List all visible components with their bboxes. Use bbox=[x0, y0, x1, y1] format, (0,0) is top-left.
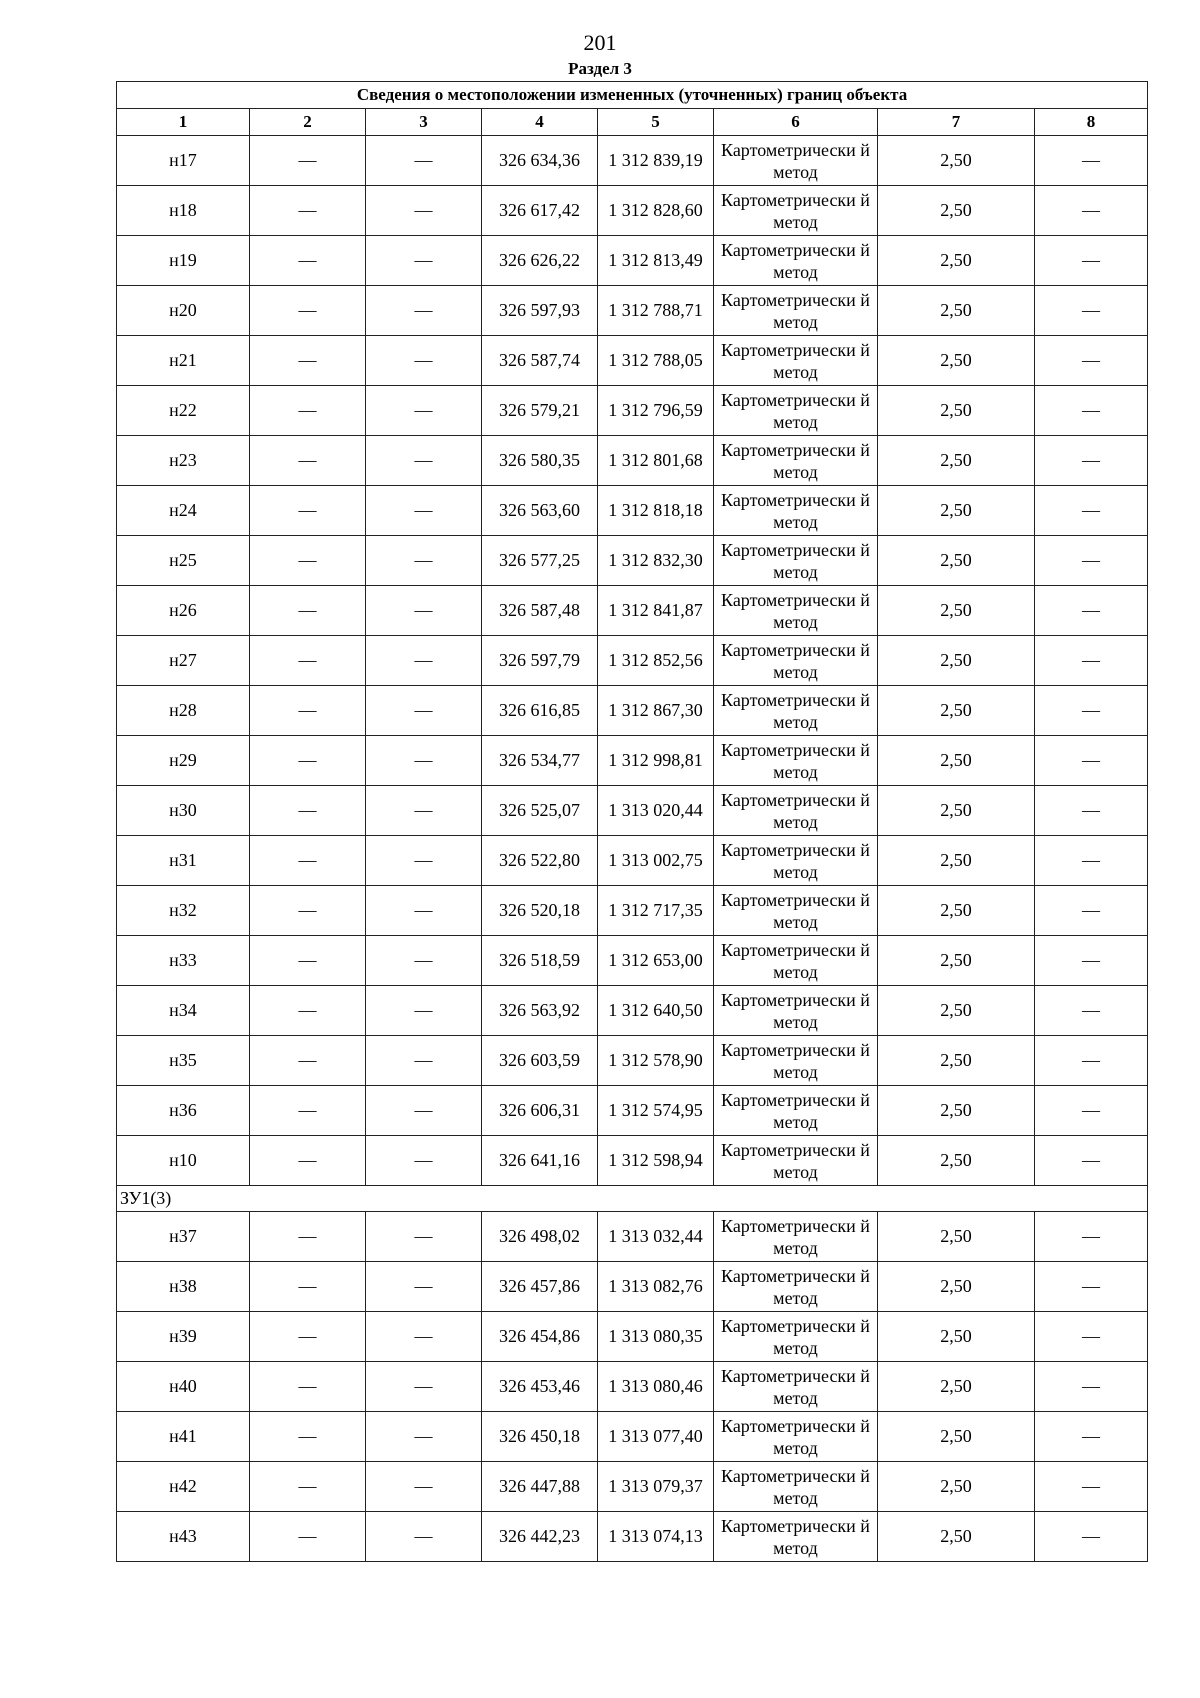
column-8-cell: — bbox=[1035, 736, 1148, 786]
point-cell: н39 bbox=[117, 1312, 250, 1362]
column-2-cell: — bbox=[250, 536, 366, 586]
column-8-cell: — bbox=[1035, 786, 1148, 836]
column-2-cell: — bbox=[250, 1512, 366, 1562]
accuracy-cell: 2,50 bbox=[878, 1212, 1035, 1262]
x-coordinate-cell: 326 580,35 bbox=[482, 436, 598, 486]
column-3-cell: — bbox=[366, 936, 482, 986]
method-cell: Картометрически й метод bbox=[714, 786, 878, 836]
point-cell: н41 bbox=[117, 1412, 250, 1462]
method-cell: Картометрически й метод bbox=[714, 336, 878, 386]
method-cell: Картометрически й метод bbox=[714, 286, 878, 336]
point-cell: н31 bbox=[117, 836, 250, 886]
y-coordinate-cell: 1 312 828,60 bbox=[598, 186, 714, 236]
x-coordinate-cell: 326 626,22 bbox=[482, 236, 598, 286]
method-cell: Картометрически й метод bbox=[714, 136, 878, 186]
y-coordinate-cell: 1 312 867,30 bbox=[598, 686, 714, 736]
method-cell: Картометрически й метод bbox=[714, 1036, 878, 1086]
method-cell: Картометрически й метод bbox=[714, 936, 878, 986]
x-coordinate-cell: 326 616,85 bbox=[482, 686, 598, 736]
column-3-cell: — bbox=[366, 686, 482, 736]
accuracy-cell: 2,50 bbox=[878, 336, 1035, 386]
table-row bbox=[117, 686, 1148, 736]
column-8-cell: — bbox=[1035, 386, 1148, 436]
point-cell: н34 bbox=[117, 986, 250, 1036]
column-2-cell: — bbox=[250, 136, 366, 186]
column-header: 3 bbox=[366, 109, 482, 136]
point-cell: н33 bbox=[117, 936, 250, 986]
method-cell: Картометрически й метод bbox=[714, 836, 878, 886]
column-8-cell: — bbox=[1035, 1262, 1148, 1312]
point-cell: н18 bbox=[117, 186, 250, 236]
column-header: 1 bbox=[117, 109, 250, 136]
table-caption-row bbox=[117, 82, 1148, 109]
method-cell: Картометрически й метод bbox=[714, 1362, 878, 1412]
y-coordinate-cell: 1 313 080,35 bbox=[598, 1312, 714, 1362]
x-coordinate-cell: 326 603,59 bbox=[482, 1036, 598, 1086]
column-header-row bbox=[117, 109, 1148, 136]
column-2-cell: — bbox=[250, 1212, 366, 1262]
coordinates-table bbox=[116, 81, 1148, 1562]
accuracy-cell: 2,50 bbox=[878, 636, 1035, 686]
table-caption: Сведения о местоположении измененных (уточненных) границ объекта bbox=[117, 82, 1148, 109]
x-coordinate-cell: 326 534,77 bbox=[482, 736, 598, 786]
column-3-cell: — bbox=[366, 486, 482, 536]
x-coordinate-cell: 326 597,79 bbox=[482, 636, 598, 686]
accuracy-cell: 2,50 bbox=[878, 686, 1035, 736]
accuracy-cell: 2,50 bbox=[878, 1362, 1035, 1412]
method-cell: Картометрически й метод bbox=[714, 686, 878, 736]
accuracy-cell: 2,50 bbox=[878, 286, 1035, 336]
column-2-cell: — bbox=[250, 1086, 366, 1136]
y-coordinate-cell: 1 312 841,87 bbox=[598, 586, 714, 636]
table-row bbox=[117, 1412, 1148, 1462]
column-8-cell: — bbox=[1035, 836, 1148, 886]
x-coordinate-cell: 326 454,86 bbox=[482, 1312, 598, 1362]
y-coordinate-cell: 1 313 079,37 bbox=[598, 1462, 714, 1512]
column-8-cell: — bbox=[1035, 586, 1148, 636]
point-cell: н24 bbox=[117, 486, 250, 536]
method-cell: Картометрически й метод bbox=[714, 1412, 878, 1462]
point-cell: н10 bbox=[117, 1136, 250, 1186]
x-coordinate-cell: 326 450,18 bbox=[482, 1412, 598, 1462]
x-coordinate-cell: 326 522,80 bbox=[482, 836, 598, 886]
column-3-cell: — bbox=[366, 536, 482, 586]
x-coordinate-cell: 326 498,02 bbox=[482, 1212, 598, 1262]
method-cell: Картометрически й метод bbox=[714, 1462, 878, 1512]
y-coordinate-cell: 1 313 074,13 bbox=[598, 1512, 714, 1562]
column-2-cell: — bbox=[250, 236, 366, 286]
point-cell: н29 bbox=[117, 736, 250, 786]
y-coordinate-cell: 1 312 998,81 bbox=[598, 736, 714, 786]
point-cell: н26 bbox=[117, 586, 250, 636]
accuracy-cell: 2,50 bbox=[878, 1462, 1035, 1512]
method-cell: Картометрически й метод bbox=[714, 586, 878, 636]
column-3-cell: — bbox=[366, 636, 482, 686]
point-cell: н23 bbox=[117, 436, 250, 486]
x-coordinate-cell: 326 518,59 bbox=[482, 936, 598, 986]
table-row bbox=[117, 1462, 1148, 1512]
column-8-cell: — bbox=[1035, 286, 1148, 336]
x-coordinate-cell: 326 587,74 bbox=[482, 336, 598, 386]
column-2-cell: — bbox=[250, 636, 366, 686]
x-coordinate-cell: 326 563,60 bbox=[482, 486, 598, 536]
point-cell: н21 bbox=[117, 336, 250, 386]
point-cell: н35 bbox=[117, 1036, 250, 1086]
column-2-cell: — bbox=[250, 1036, 366, 1086]
column-8-cell: — bbox=[1035, 936, 1148, 986]
method-cell: Картометрически й метод bbox=[714, 1212, 878, 1262]
method-cell: Картометрически й метод bbox=[714, 1262, 878, 1312]
x-coordinate-cell: 326 525,07 bbox=[482, 786, 598, 836]
y-coordinate-cell: 1 313 082,76 bbox=[598, 1262, 714, 1312]
column-2-cell: — bbox=[250, 936, 366, 986]
table-row bbox=[117, 886, 1148, 936]
page-number: 201 bbox=[583, 30, 617, 55]
table-row bbox=[117, 836, 1148, 886]
accuracy-cell: 2,50 bbox=[878, 936, 1035, 986]
column-2-cell: — bbox=[250, 1262, 366, 1312]
column-8-cell: — bbox=[1035, 536, 1148, 586]
column-3-cell: — bbox=[366, 1412, 482, 1462]
accuracy-cell: 2,50 bbox=[878, 836, 1035, 886]
column-2-cell: — bbox=[250, 736, 366, 786]
x-coordinate-cell: 326 606,31 bbox=[482, 1086, 598, 1136]
method-cell: Картометрически й метод bbox=[714, 436, 878, 486]
section-title: Раздел 3 bbox=[568, 59, 632, 78]
column-8-cell: — bbox=[1035, 236, 1148, 286]
x-coordinate-cell: 326 457,86 bbox=[482, 1262, 598, 1312]
table-row bbox=[117, 536, 1148, 586]
table-row bbox=[117, 1136, 1148, 1186]
column-header: 7 bbox=[878, 109, 1035, 136]
x-coordinate-cell: 326 520,18 bbox=[482, 886, 598, 936]
table-row bbox=[117, 936, 1148, 986]
column-2-cell: — bbox=[250, 1312, 366, 1362]
column-3-cell: — bbox=[366, 1462, 482, 1512]
method-cell: Картометрически й метод bbox=[714, 1086, 878, 1136]
table-row bbox=[117, 1086, 1148, 1136]
column-8-cell: — bbox=[1035, 1212, 1148, 1262]
table-row bbox=[117, 586, 1148, 636]
y-coordinate-cell: 1 312 852,56 bbox=[598, 636, 714, 686]
point-cell: н27 bbox=[117, 636, 250, 686]
x-coordinate-cell: 326 577,25 bbox=[482, 536, 598, 586]
accuracy-cell: 2,50 bbox=[878, 236, 1035, 286]
method-cell: Картометрически й метод bbox=[714, 186, 878, 236]
column-3-cell: — bbox=[366, 1312, 482, 1362]
group-row bbox=[117, 1186, 1148, 1212]
method-cell: Картометрически й метод bbox=[714, 1312, 878, 1362]
column-8-cell: — bbox=[1035, 436, 1148, 486]
point-cell: н28 bbox=[117, 686, 250, 736]
column-header: 5 bbox=[598, 109, 714, 136]
column-8-cell: — bbox=[1035, 686, 1148, 736]
column-3-cell: — bbox=[366, 886, 482, 936]
y-coordinate-cell: 1 312 832,30 bbox=[598, 536, 714, 586]
column-2-cell: — bbox=[250, 186, 366, 236]
accuracy-cell: 2,50 bbox=[878, 536, 1035, 586]
column-2-cell: — bbox=[250, 986, 366, 1036]
column-2-cell: — bbox=[250, 336, 366, 386]
group-label: ЗУ1(3) bbox=[117, 1186, 1148, 1212]
method-cell: Картометрически й метод bbox=[714, 486, 878, 536]
column-3-cell: — bbox=[366, 1136, 482, 1186]
method-cell: Картометрически й метод bbox=[714, 1512, 878, 1562]
point-cell: н43 bbox=[117, 1512, 250, 1562]
accuracy-cell: 2,50 bbox=[878, 786, 1035, 836]
point-cell: н32 bbox=[117, 886, 250, 936]
table-row bbox=[117, 386, 1148, 436]
column-3-cell: — bbox=[366, 586, 482, 636]
accuracy-cell: 2,50 bbox=[878, 886, 1035, 936]
table-row bbox=[117, 1212, 1148, 1262]
y-coordinate-cell: 1 312 640,50 bbox=[598, 986, 714, 1036]
accuracy-cell: 2,50 bbox=[878, 1136, 1035, 1186]
column-2-cell: — bbox=[250, 786, 366, 836]
point-cell: н37 bbox=[117, 1212, 250, 1262]
column-2-cell: — bbox=[250, 386, 366, 436]
column-header: 2 bbox=[250, 109, 366, 136]
column-8-cell: — bbox=[1035, 486, 1148, 536]
accuracy-cell: 2,50 bbox=[878, 186, 1035, 236]
point-cell: н22 bbox=[117, 386, 250, 436]
table-row bbox=[117, 136, 1148, 186]
y-coordinate-cell: 1 312 818,18 bbox=[598, 486, 714, 536]
column-2-cell: — bbox=[250, 436, 366, 486]
accuracy-cell: 2,50 bbox=[878, 1086, 1035, 1136]
column-8-cell: — bbox=[1035, 986, 1148, 1036]
x-coordinate-cell: 326 617,42 bbox=[482, 186, 598, 236]
column-8-cell: — bbox=[1035, 336, 1148, 386]
y-coordinate-cell: 1 313 080,46 bbox=[598, 1362, 714, 1412]
method-cell: Картометрически й метод bbox=[714, 636, 878, 686]
column-3-cell: — bbox=[366, 1036, 482, 1086]
column-header: 6 bbox=[714, 109, 878, 136]
method-cell: Картометрически й метод bbox=[714, 886, 878, 936]
accuracy-cell: 2,50 bbox=[878, 986, 1035, 1036]
point-cell: н36 bbox=[117, 1086, 250, 1136]
table-row bbox=[117, 486, 1148, 536]
x-coordinate-cell: 326 447,88 bbox=[482, 1462, 598, 1512]
column-3-cell: — bbox=[366, 336, 482, 386]
column-8-cell: — bbox=[1035, 1412, 1148, 1462]
method-cell: Картометрически й метод bbox=[714, 986, 878, 1036]
column-8-cell: — bbox=[1035, 636, 1148, 686]
column-8-cell: — bbox=[1035, 1136, 1148, 1186]
column-2-cell: — bbox=[250, 486, 366, 536]
accuracy-cell: 2,50 bbox=[878, 1036, 1035, 1086]
table-row bbox=[117, 636, 1148, 686]
table-row bbox=[117, 1262, 1148, 1312]
method-cell: Картометрически й метод bbox=[714, 236, 878, 286]
y-coordinate-cell: 1 312 801,68 bbox=[598, 436, 714, 486]
table-row bbox=[117, 286, 1148, 336]
y-coordinate-cell: 1 313 032,44 bbox=[598, 1212, 714, 1262]
column-2-cell: — bbox=[250, 1136, 366, 1186]
column-3-cell: — bbox=[366, 286, 482, 336]
x-coordinate-cell: 326 641,16 bbox=[482, 1136, 598, 1186]
table-row bbox=[117, 1512, 1148, 1562]
point-cell: н20 bbox=[117, 286, 250, 336]
column-3-cell: — bbox=[366, 1086, 482, 1136]
column-3-cell: — bbox=[366, 136, 482, 186]
column-3-cell: — bbox=[366, 1512, 482, 1562]
table-row bbox=[117, 1312, 1148, 1362]
accuracy-cell: 2,50 bbox=[878, 1412, 1035, 1462]
y-coordinate-cell: 1 313 077,40 bbox=[598, 1412, 714, 1462]
table-row bbox=[117, 436, 1148, 486]
table-row bbox=[117, 736, 1148, 786]
table-row bbox=[117, 186, 1148, 236]
y-coordinate-cell: 1 313 020,44 bbox=[598, 786, 714, 836]
column-header: 4 bbox=[482, 109, 598, 136]
y-coordinate-cell: 1 312 813,49 bbox=[598, 236, 714, 286]
column-header: 8 bbox=[1035, 109, 1148, 136]
accuracy-cell: 2,50 bbox=[878, 1512, 1035, 1562]
column-3-cell: — bbox=[366, 1362, 482, 1412]
method-cell: Картометрически й метод bbox=[714, 1136, 878, 1186]
method-cell: Картометрически й метод bbox=[714, 536, 878, 586]
column-8-cell: — bbox=[1035, 1362, 1148, 1412]
point-cell: н38 bbox=[117, 1262, 250, 1312]
y-coordinate-cell: 1 312 796,59 bbox=[598, 386, 714, 436]
y-coordinate-cell: 1 312 717,35 bbox=[598, 886, 714, 936]
table-row bbox=[117, 1036, 1148, 1086]
column-3-cell: — bbox=[366, 236, 482, 286]
column-3-cell: — bbox=[366, 1212, 482, 1262]
column-8-cell: — bbox=[1035, 186, 1148, 236]
point-cell: н25 bbox=[117, 536, 250, 586]
column-2-cell: — bbox=[250, 1462, 366, 1512]
x-coordinate-cell: 326 587,48 bbox=[482, 586, 598, 636]
accuracy-cell: 2,50 bbox=[878, 486, 1035, 536]
y-coordinate-cell: 1 312 653,00 bbox=[598, 936, 714, 986]
column-3-cell: — bbox=[366, 986, 482, 1036]
y-coordinate-cell: 1 312 788,05 bbox=[598, 336, 714, 386]
accuracy-cell: 2,50 bbox=[878, 436, 1035, 486]
table-row bbox=[117, 236, 1148, 286]
column-3-cell: — bbox=[366, 786, 482, 836]
point-cell: н17 bbox=[117, 136, 250, 186]
x-coordinate-cell: 326 634,36 bbox=[482, 136, 598, 186]
column-8-cell: — bbox=[1035, 886, 1148, 936]
table-row bbox=[117, 786, 1148, 836]
column-2-cell: — bbox=[250, 836, 366, 886]
column-2-cell: — bbox=[250, 586, 366, 636]
column-8-cell: — bbox=[1035, 1036, 1148, 1086]
point-cell: н30 bbox=[117, 786, 250, 836]
accuracy-cell: 2,50 bbox=[878, 1262, 1035, 1312]
accuracy-cell: 2,50 bbox=[878, 136, 1035, 186]
y-coordinate-cell: 1 313 002,75 bbox=[598, 836, 714, 886]
column-3-cell: — bbox=[366, 1262, 482, 1312]
point-cell: н40 bbox=[117, 1362, 250, 1412]
x-coordinate-cell: 326 579,21 bbox=[482, 386, 598, 436]
method-cell: Картометрически й метод bbox=[714, 736, 878, 786]
column-8-cell: — bbox=[1035, 1312, 1148, 1362]
point-cell: н42 bbox=[117, 1462, 250, 1512]
column-2-cell: — bbox=[250, 1412, 366, 1462]
column-3-cell: — bbox=[366, 436, 482, 486]
column-3-cell: — bbox=[366, 736, 482, 786]
accuracy-cell: 2,50 bbox=[878, 736, 1035, 786]
accuracy-cell: 2,50 bbox=[878, 386, 1035, 436]
column-2-cell: — bbox=[250, 686, 366, 736]
accuracy-cell: 2,50 bbox=[878, 1312, 1035, 1362]
column-3-cell: — bbox=[366, 836, 482, 886]
y-coordinate-cell: 1 312 578,90 bbox=[598, 1036, 714, 1086]
x-coordinate-cell: 326 597,93 bbox=[482, 286, 598, 336]
y-coordinate-cell: 1 312 574,95 bbox=[598, 1086, 714, 1136]
column-2-cell: — bbox=[250, 1362, 366, 1412]
method-cell: Картометрически й метод bbox=[714, 386, 878, 436]
table-row bbox=[117, 336, 1148, 386]
point-cell: н19 bbox=[117, 236, 250, 286]
column-2-cell: — bbox=[250, 286, 366, 336]
x-coordinate-cell: 326 442,23 bbox=[482, 1512, 598, 1562]
table-row bbox=[117, 986, 1148, 1036]
x-coordinate-cell: 326 563,92 bbox=[482, 986, 598, 1036]
accuracy-cell: 2,50 bbox=[878, 586, 1035, 636]
column-8-cell: — bbox=[1035, 136, 1148, 186]
column-3-cell: — bbox=[366, 386, 482, 436]
y-coordinate-cell: 1 312 788,71 bbox=[598, 286, 714, 336]
column-2-cell: — bbox=[250, 886, 366, 936]
column-8-cell: — bbox=[1035, 1462, 1148, 1512]
column-8-cell: — bbox=[1035, 1086, 1148, 1136]
column-8-cell: — bbox=[1035, 1512, 1148, 1562]
table-row bbox=[117, 1362, 1148, 1412]
x-coordinate-cell: 326 453,46 bbox=[482, 1362, 598, 1412]
y-coordinate-cell: 1 312 598,94 bbox=[598, 1136, 714, 1186]
column-3-cell: — bbox=[366, 186, 482, 236]
y-coordinate-cell: 1 312 839,19 bbox=[598, 136, 714, 186]
